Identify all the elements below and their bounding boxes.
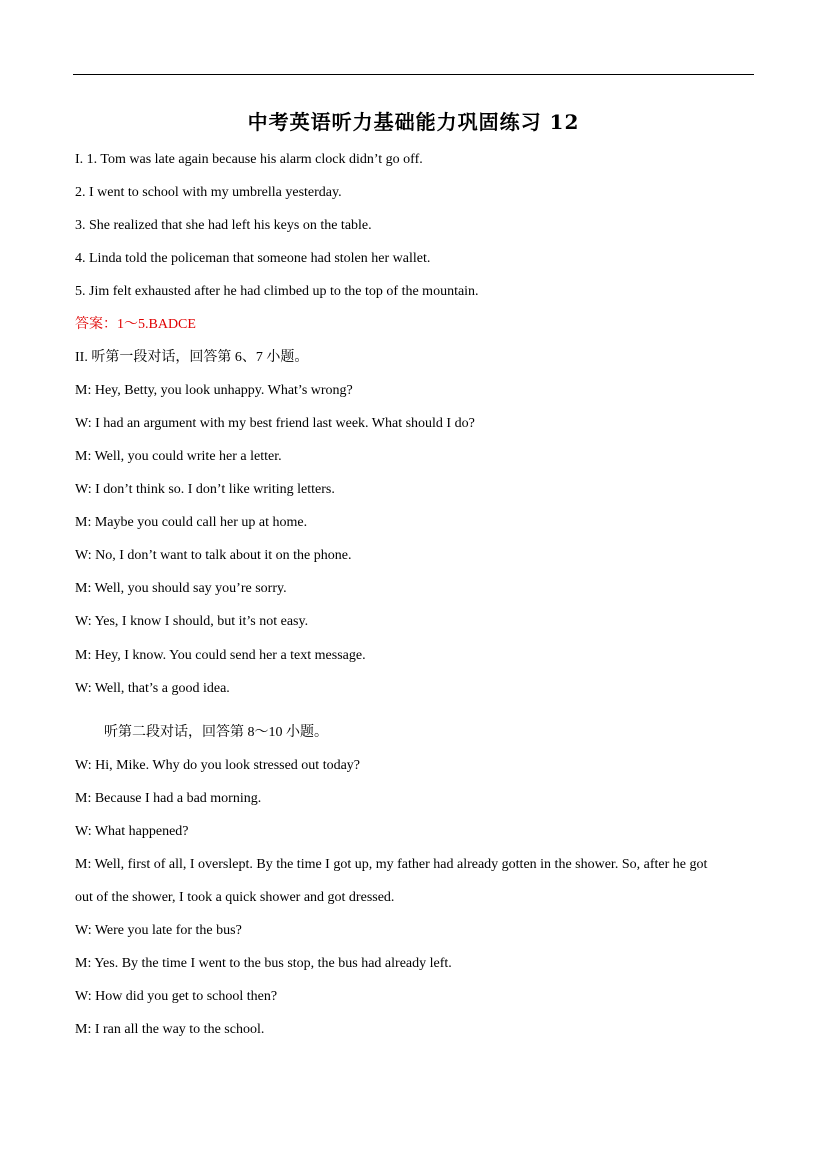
dialogue-line: W: Yes, I know I should, but it’s not easy. xyxy=(75,614,309,629)
dialogue-line: M: Hey, I know. You could send her a text message. xyxy=(75,648,366,663)
header-rule xyxy=(73,74,754,75)
dialogue-line: M: Well, first of all, I overslept. By the time I got up, my father had already gotten in the shower. So, after he got xyxy=(75,857,708,872)
section-heading-2: 听第二段对话，回答第 8～10 小题。 xyxy=(104,725,328,740)
dialogue-line: W: Were you late for the bus? xyxy=(75,923,242,938)
dialogue-line: W: I had an argument with my best friend last week. What should I do? xyxy=(75,416,475,431)
dialogue-line: W: Well, that’s a good idea. xyxy=(75,681,230,696)
dialogue-line: W: How did you get to school then? xyxy=(75,989,278,1004)
question-line-5: 5. Jim felt exhausted after he had climbed up to the top of the mountain. xyxy=(75,284,479,299)
page-title: 中考英语听力基础能力巩固练习 12 xyxy=(247,110,580,134)
dialogue-line: M: Well, you could write her a letter. xyxy=(75,449,282,464)
question-line-3: 3. She realized that she had left his keys on the table. xyxy=(75,218,372,233)
dialogue-line: M: Well, you should say you’re sorry. xyxy=(75,581,287,596)
dialogue-line: M: Maybe you could call her up at home. xyxy=(75,515,308,530)
question-line-4: 4. Linda told the policeman that someone had stolen her wallet. xyxy=(75,251,431,266)
section-heading-1: II. 听第一段对话，回答第 6、7 小题。 xyxy=(75,350,309,365)
question-line-2: 2. I went to school with my umbrella yesterday. xyxy=(75,185,342,200)
dialogue-line: M: Yes. By the time I went to the bus stop, the bus had already left. xyxy=(75,956,452,971)
dialogue-line: M: Because I had a bad morning. xyxy=(75,791,262,806)
dialogue-line: M: Hey, Betty, you look unhappy. What’s wrong? xyxy=(75,383,353,398)
dialogue-line: out of the shower, I took a quick shower and got dressed. xyxy=(75,890,395,905)
question-line-1: I. 1. Tom was late again because his alarm clock didn’t go off. xyxy=(75,152,423,167)
answer-key: 答案：1～5.BADCE xyxy=(75,317,196,332)
dialogue-line: W: What happened? xyxy=(75,824,189,839)
dialogue-line: W: No, I don’t want to talk about it on the phone. xyxy=(75,548,352,563)
dialogue-line: W: Hi, Mike. Why do you look stressed out today? xyxy=(75,758,361,773)
dialogue-line: W: I don’t think so. I don’t like writing letters. xyxy=(75,482,335,497)
dialogue-line: M: I ran all the way to the school. xyxy=(75,1022,265,1037)
